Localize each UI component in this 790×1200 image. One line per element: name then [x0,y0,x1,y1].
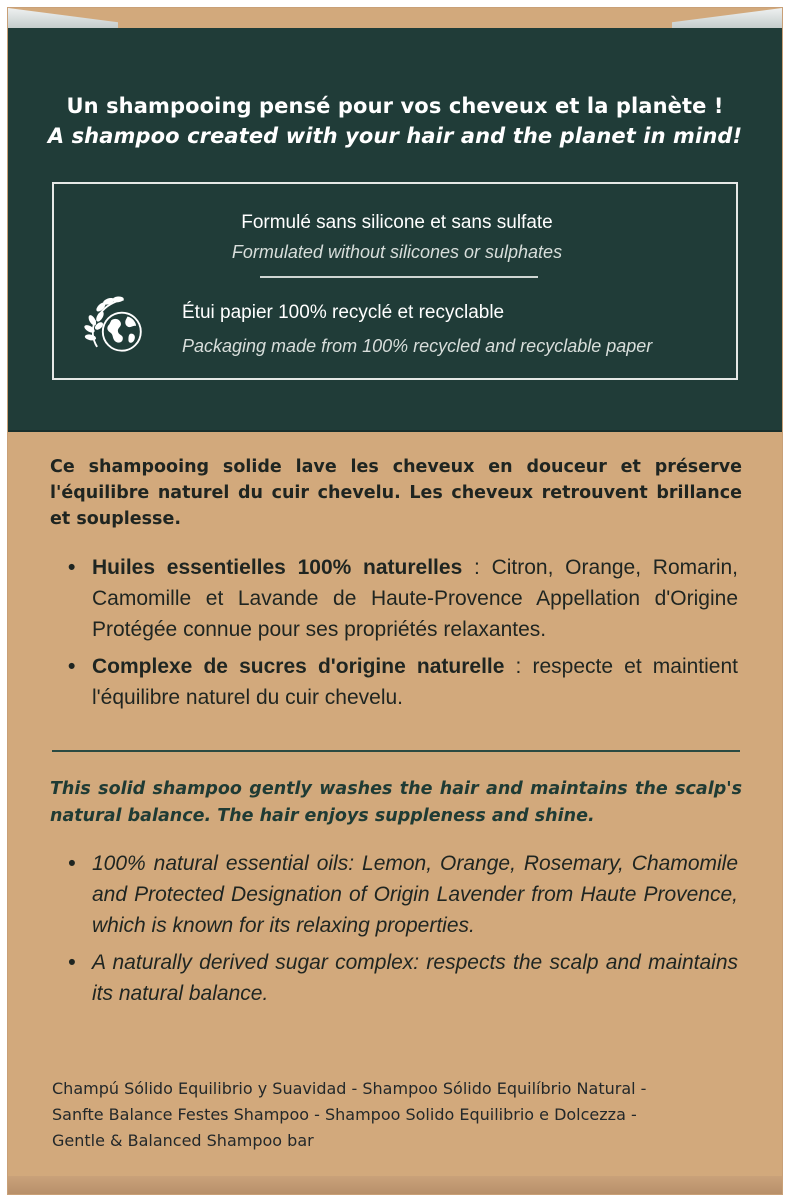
bullet-lead: Complexe de sucres d'origine naturelle [92,655,505,678]
headline-fr: Un shampooing pensé pour vos cheveux et la planète ! [66,94,724,118]
bullet-dot: • [68,852,76,875]
claim-no-silicone-fr: Formulé sans silicone et sans sulfate [241,212,553,233]
footer-line-2: Sanfte Balance Festes Shampoo - Shampoo Solido Equilibrio e Dolcezza - [52,1105,637,1124]
box-bottom-edge [8,1176,782,1194]
list-item [68,651,738,713]
green-header-band [8,28,782,432]
footer-line-1: Champú Sólido Equilibrio y Suavidad - Shampoo Sólido Equilíbrio Natural - [52,1079,647,1098]
bullet-text: : respecte et maintient l'équilibre naturel du cuir chevelu. [92,655,738,709]
list-item [68,848,738,941]
claims-frame [52,182,738,380]
bullet-text: 100% natural essential oils: Lemon, Orange, Rosemary, Chamomile and Protected Designation of Origin Lavender from Haute Provence, which is known for its relaxing properties. [92,852,738,937]
product-names-footer [52,1076,752,1154]
bullet-text: A naturally derived sugar complex: respects the scalp and maintains its natural balance. [92,951,738,1005]
bullet-dot: • [68,655,76,678]
section-divider [52,750,740,752]
bullet-lead: Huiles essentielles 100% naturelles [92,556,463,579]
intro-fr: Ce shampooing solide lave les cheveux en douceur et préserve l'équilibre naturel du cuir chevelu. Les cheveux retrouvent brillance et souplesse. [50,457,742,529]
footer-line-3: Gentle & Balanced Shampoo bar [52,1131,314,1150]
bullet-text: : Citron, Orange, Romarin, Camomille et Lavande de Haute-Provence Appellation d'Origine Protégée connue pour ses propriétés relaxantes. [92,556,739,641]
bullets-fr [68,552,738,719]
list-item [68,552,738,645]
intro-en: This solid shampoo gently washes the hair and maintains the scalp's natural balance. The hair enjoys suppleness and shine. [50,779,742,826]
claim-no-silicone-en: Formulated without silicones or sulphates [231,242,563,262]
bullet-dot: • [68,556,76,579]
product-box-back [8,8,782,1194]
claim-recycled-en: Packaging made from 100% recycled and recyclable paper [182,336,653,356]
headline-en: A shampoo created with your hair and the planet in mind! [47,124,743,148]
bullets-en [68,848,738,1015]
claim-divider [260,276,538,278]
bullet-dot: • [68,951,76,974]
list-item [68,947,738,1009]
globe-laurel-icon [80,288,156,364]
claim-recycled-fr: Étui papier 100% recyclé et recyclable [182,302,505,323]
